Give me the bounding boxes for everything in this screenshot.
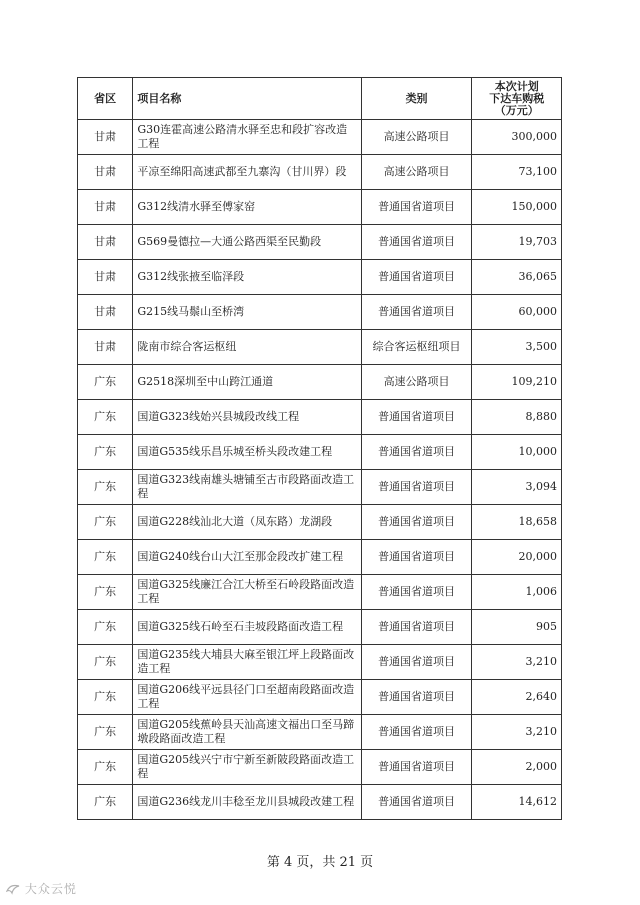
- table-row: [78, 120, 562, 155]
- cell-amount: 3,210: [472, 645, 562, 680]
- cell-province: 甘肃: [78, 330, 133, 365]
- table-row: [78, 540, 562, 575]
- cell-province: 广东: [78, 400, 133, 435]
- cell-province: 甘肃: [78, 120, 133, 155]
- bird-logo-icon: [6, 883, 20, 895]
- cell-category: 普通国省道项目: [361, 295, 472, 330]
- table-row: [78, 470, 562, 505]
- cell-project-name: 陇南市综合客运枢纽: [133, 330, 361, 365]
- table-row: [78, 260, 562, 295]
- cell-project-name: G2518深圳至中山跨江通道: [133, 365, 361, 400]
- cell-province: 广东: [78, 785, 133, 820]
- cell-amount: 1,006: [472, 575, 562, 610]
- table-row: [78, 155, 562, 190]
- header-amount-line1: 本次计划: [494, 79, 539, 93]
- cell-project-name: 国道G240线台山大江至那金段改扩建工程: [133, 540, 361, 575]
- cell-project-name: 国道G325线廉江合江大桥至石岭段路面改造工程: [133, 575, 361, 610]
- table-row: [78, 750, 562, 785]
- cell-project-name: G30连霍高速公路清水驿至忠和段扩容改造工程: [133, 120, 361, 155]
- cell-amount: 73,100: [472, 155, 562, 190]
- cell-province: 甘肃: [78, 155, 133, 190]
- cell-province: 广东: [78, 645, 133, 680]
- table-row: [78, 190, 562, 225]
- header-province: 省区: [78, 78, 133, 120]
- cell-category: 普通国省道项目: [361, 750, 472, 785]
- header-amount-line3: （万元）: [494, 103, 539, 117]
- cell-amount: 150,000: [472, 190, 562, 225]
- cell-category: 普通国省道项目: [361, 400, 472, 435]
- cell-category: 普通国省道项目: [361, 680, 472, 715]
- cell-province: 甘肃: [78, 260, 133, 295]
- cell-amount: 2,640: [472, 680, 562, 715]
- cell-project-name: 国道G228线汕北大道（凤东路）龙湖段: [133, 505, 361, 540]
- table-row: [78, 610, 562, 645]
- cell-amount: 19,703: [472, 225, 562, 260]
- cell-project-name: 国道G206线平远县径门口至超南段路面改造工程: [133, 680, 361, 715]
- cell-amount: 14,612: [472, 785, 562, 820]
- table-row: [78, 225, 562, 260]
- cell-category: 普通国省道项目: [361, 190, 472, 225]
- cell-category: 普通国省道项目: [361, 540, 472, 575]
- cell-category: 普通国省道项目: [361, 575, 472, 610]
- table-row: [78, 505, 562, 540]
- cell-province: 广东: [78, 435, 133, 470]
- cell-province: 广东: [78, 715, 133, 750]
- cell-project-name: 国道G205线兴宁市宁新至新陂段路面改造工程: [133, 750, 361, 785]
- cell-project-name: 国道G205线蕉岭县天汕高速文福出口至马蹄墩段路面改造工程: [133, 715, 361, 750]
- table-row: [78, 365, 562, 400]
- watermark-text: 大众云悦: [24, 882, 77, 896]
- cell-category: 普通国省道项目: [361, 785, 472, 820]
- table-row: [78, 400, 562, 435]
- cell-amount: 2,000: [472, 750, 562, 785]
- cell-province: 甘肃: [78, 295, 133, 330]
- cell-project-name: G215线马鬃山至桥湾: [133, 295, 361, 330]
- cell-category: 综合客运枢纽项目: [361, 330, 472, 365]
- cell-category: 高速公路项目: [361, 120, 472, 155]
- cell-category: 高速公路项目: [361, 365, 472, 400]
- cell-amount: 905: [472, 610, 562, 645]
- table-row: [78, 435, 562, 470]
- cell-project-name: G312线张掖至临泽段: [133, 260, 361, 295]
- cell-province: 广东: [78, 680, 133, 715]
- cell-province: 甘肃: [78, 225, 133, 260]
- cell-province: 广东: [78, 750, 133, 785]
- page-number: 第 4 页，共 21 页: [266, 855, 374, 870]
- header-project-name: 项目名称: [133, 78, 361, 120]
- table-row: [78, 645, 562, 680]
- cell-province: 广东: [78, 470, 133, 505]
- table-row: [78, 785, 562, 820]
- cell-category: 高速公路项目: [361, 155, 472, 190]
- header-amount: [472, 78, 562, 120]
- cell-province: 广东: [78, 610, 133, 645]
- cell-project-name: 国道G535线乐昌乐城至桥头段改建工程: [133, 435, 361, 470]
- cell-project-name: 平凉至绵阳高速武都至九寨沟（甘川界）段: [133, 155, 361, 190]
- cell-category: 普通国省道项目: [361, 715, 472, 750]
- table-header-row: [78, 78, 562, 120]
- table-row: [78, 330, 562, 365]
- cell-category: 普通国省道项目: [361, 645, 472, 680]
- cell-province: 广东: [78, 575, 133, 610]
- watermark: [6, 880, 77, 897]
- table-row: [78, 575, 562, 610]
- cell-project-name: G569曼德拉—大通公路西渠至民勤段: [133, 225, 361, 260]
- cell-project-name: 国道G235线大埔县大麻至银江坪上段路面改造工程: [133, 645, 361, 680]
- cell-amount: 20,000: [472, 540, 562, 575]
- cell-category: 普通国省道项目: [361, 470, 472, 505]
- cell-category: 普通国省道项目: [361, 225, 472, 260]
- header-amount-line2: 下达车购税: [489, 91, 545, 105]
- header-category: 类别: [361, 78, 472, 120]
- cell-amount: 109,210: [472, 365, 562, 400]
- table-row: [78, 295, 562, 330]
- cell-project-name: 国道G323线始兴县城段改线工程: [133, 400, 361, 435]
- cell-project-name: 国道G236线龙川丰稔至龙川县城段改建工程: [133, 785, 361, 820]
- cell-amount: 3,210: [472, 715, 562, 750]
- cell-category: 普通国省道项目: [361, 505, 472, 540]
- cell-province: 甘肃: [78, 190, 133, 225]
- cell-category: 普通国省道项目: [361, 435, 472, 470]
- cell-province: 广东: [78, 505, 133, 540]
- cell-amount: 60,000: [472, 295, 562, 330]
- table-body: [78, 120, 562, 820]
- cell-project-name: G312线清水驿至傅家窑: [133, 190, 361, 225]
- cell-project-name: 国道G325线石岭至石圭坡段路面改造工程: [133, 610, 361, 645]
- cell-amount: 3,500: [472, 330, 562, 365]
- cell-province: 广东: [78, 540, 133, 575]
- cell-category: 普通国省道项目: [361, 610, 472, 645]
- table-row: [78, 680, 562, 715]
- cell-amount: 36,065: [472, 260, 562, 295]
- cell-amount: 300,000: [472, 120, 562, 155]
- cell-project-name: 国道G323线南雄头塘铺至古市段路面改造工程: [133, 470, 361, 505]
- cell-province: 广东: [78, 365, 133, 400]
- cell-amount: 18,658: [472, 505, 562, 540]
- cell-amount: 8,880: [472, 400, 562, 435]
- allocation-table: [77, 77, 562, 820]
- table-row: [78, 715, 562, 750]
- cell-amount: 3,094: [472, 470, 562, 505]
- cell-category: 普通国省道项目: [361, 260, 472, 295]
- cell-amount: 10,000: [472, 435, 562, 470]
